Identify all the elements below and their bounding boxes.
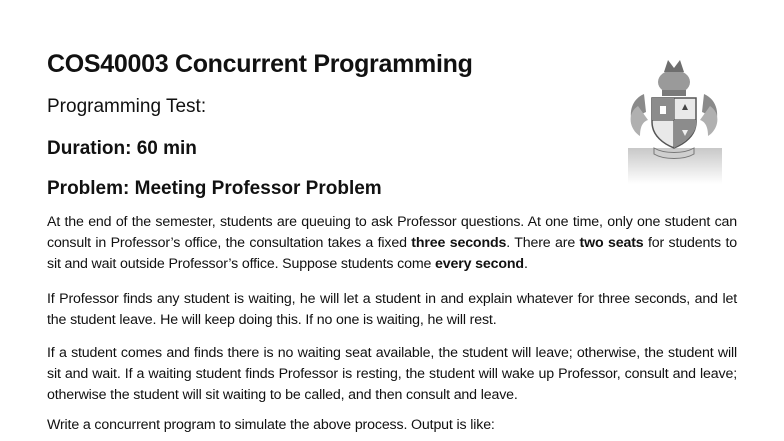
intro-bold-two-seats: two seats	[579, 235, 644, 251]
intro-text-c: . There are	[506, 235, 580, 251]
course-title: COS40003 Concurrent Programming	[47, 50, 473, 78]
duration-heading: Duration: 60 min	[47, 138, 197, 159]
test-label: Programming Test:	[47, 96, 207, 117]
paragraph-intro	[47, 212, 737, 275]
intro-text-e: for students to sit and wait outside Professor’s office. Suppose students come	[47, 235, 737, 272]
university-crest-icon	[624, 56, 724, 184]
intro-bold-every-second: every second	[435, 256, 524, 272]
intro-text-a: At the end of the semester, students are queuing to ask Professor questions. At one time, only one student can consult in Professor’s office, the consultation takes a fixed	[47, 214, 737, 251]
problem-heading: Problem: Meeting Professor Problem	[47, 178, 382, 199]
paragraph-task: Write a concurrent program to simulate the above process. Output is like:	[47, 417, 495, 433]
intro-bold-three-seconds: three seconds	[411, 235, 507, 251]
paragraph-student: If a student comes and finds there is no waiting seat available, the student will leave; otherwise, the student will sit and wait. If a waiting student finds Professor is resting, the student will wake up Professor, consult and leave; otherwise the student will sit waiting to be called, and then consult and leave.	[47, 345, 737, 403]
intro-text-g: .	[523, 256, 528, 272]
paragraph-professor: If Professor finds any student is waiting, he will let a student in and explain whatever for three seconds, and let the student leave. He will keep doing this. If no one is waiting, he will rest.	[47, 291, 737, 328]
